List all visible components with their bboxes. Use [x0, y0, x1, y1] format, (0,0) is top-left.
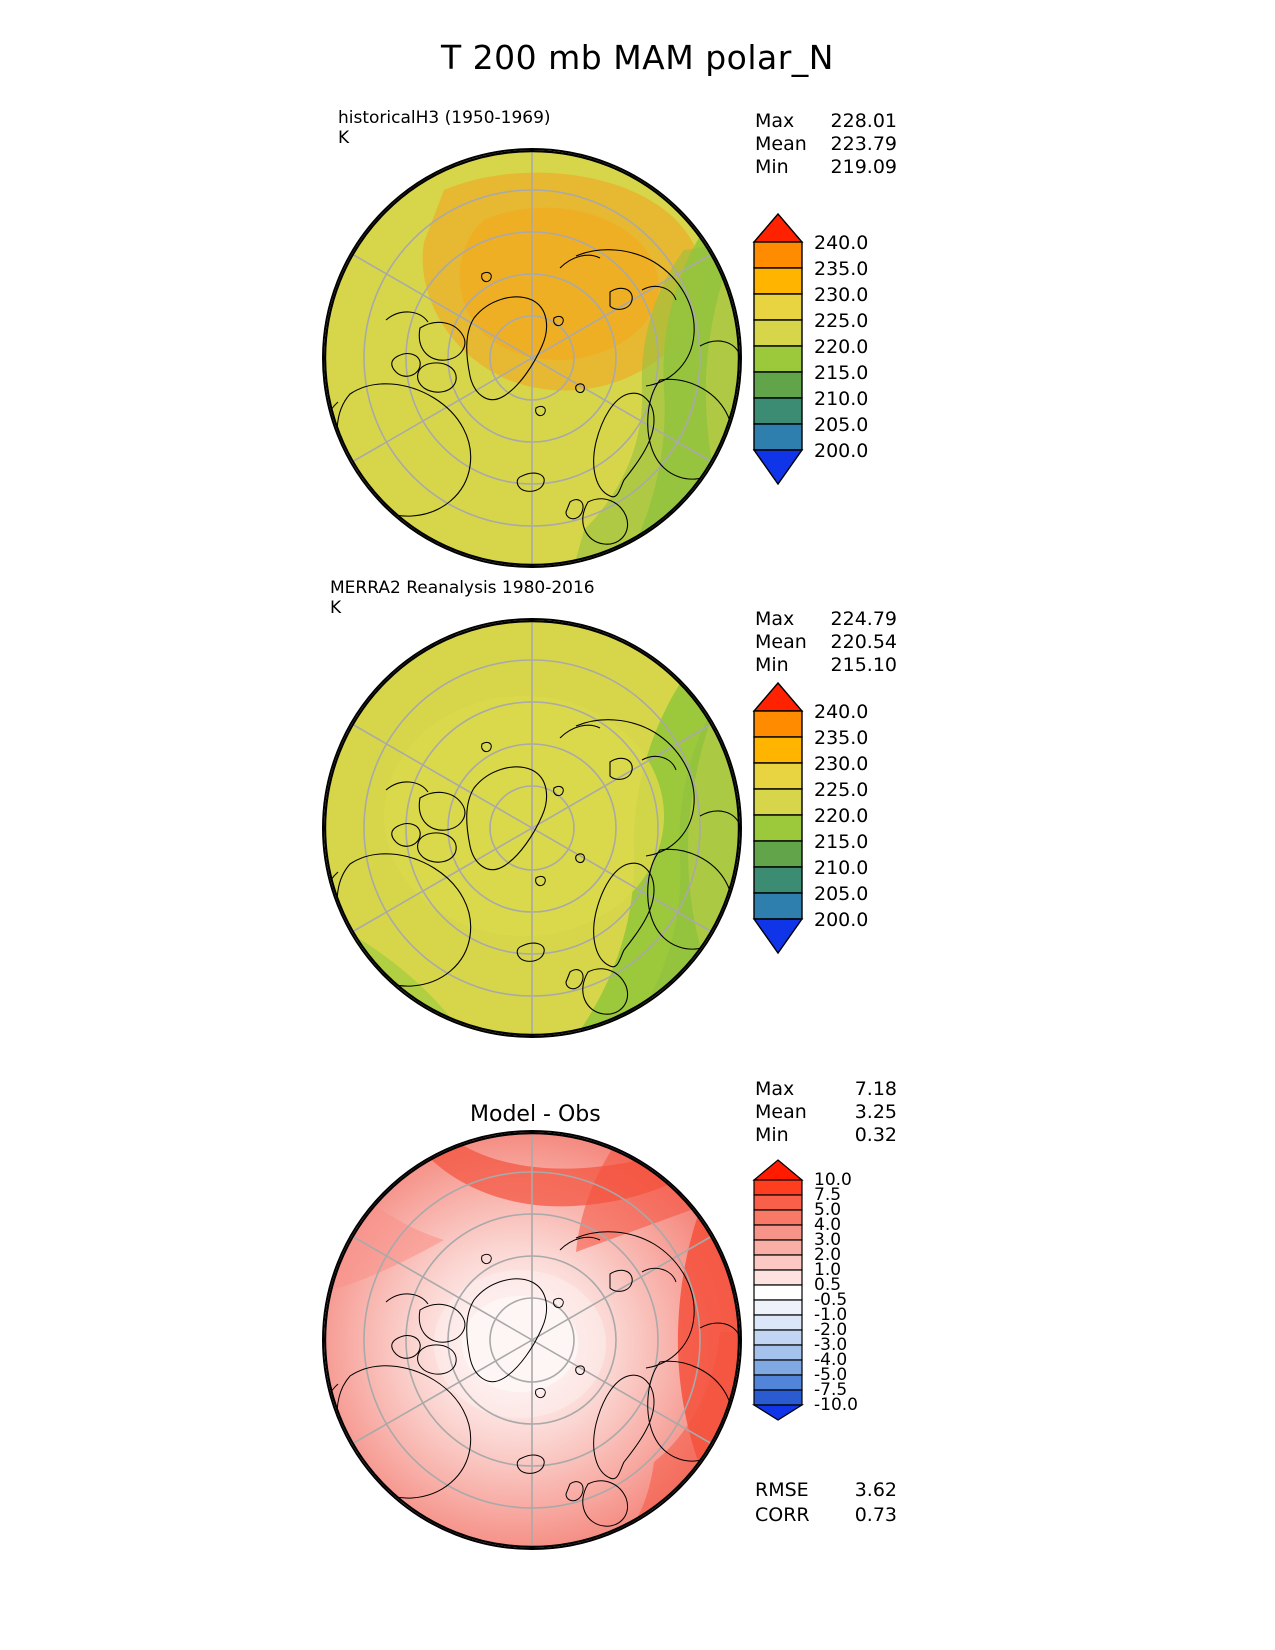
map-obs-svg	[324, 620, 740, 1036]
colorbar-model	[750, 212, 930, 492]
colorbar-model-bar	[750, 212, 806, 492]
colorbar-tick: 0.5	[814, 1275, 842, 1295]
colorbar-tick: -4.0	[814, 1350, 848, 1370]
stat-row: Min 0.32	[755, 1124, 897, 1146]
stat-row: Min 215.10	[755, 654, 897, 676]
colorbar-tick: 215.0	[814, 831, 869, 853]
colorbar-tick: -3.0	[814, 1335, 848, 1355]
colorbar-diff	[750, 1158, 930, 1438]
colorbar-tick: -2.0	[814, 1320, 848, 1340]
colorbar-tick: 200.0	[814, 909, 869, 931]
panel-1-stats	[755, 110, 897, 179]
map-model-svg	[324, 150, 740, 566]
colorbar-tick: 240.0	[814, 701, 869, 723]
map-diff	[322, 1130, 742, 1550]
page-title: T 200 mb MAM polar_N	[441, 38, 834, 77]
colorbar-tick: 7.5	[814, 1185, 842, 1205]
colorbar-diff-ticks	[808, 1158, 928, 1428]
map-model	[322, 148, 742, 568]
colorbar-obs	[750, 681, 930, 961]
stat-row: Max 228.01	[755, 110, 897, 132]
panel-1-units: K	[338, 128, 350, 148]
panel-2-units: K	[330, 598, 342, 618]
colorbar-tick: 10.0	[814, 1170, 852, 1190]
colorbar-tick: 5.0	[814, 1200, 842, 1220]
colorbar-tick: 230.0	[814, 753, 869, 775]
colorbar-tick: 210.0	[814, 388, 869, 410]
colorbar-tick: 215.0	[814, 362, 869, 384]
colorbar-tick: 220.0	[814, 336, 869, 358]
colorbar-tick: -1.0	[814, 1305, 848, 1325]
map-obs	[322, 618, 742, 1038]
colorbar-model-ticks	[808, 212, 928, 492]
colorbar-tick: 230.0	[814, 284, 869, 306]
panel-2-label: MERRA2 Reanalysis 1980-2016	[330, 578, 595, 598]
colorbar-tick: 225.0	[814, 779, 869, 801]
panel-3-stats	[755, 1078, 897, 1147]
colorbar-obs-bar	[750, 681, 806, 961]
panel-3-label: Model - Obs	[470, 1102, 601, 1127]
colorbar-tick: 240.0	[814, 232, 869, 254]
colorbar-obs-ticks	[808, 681, 928, 961]
colorbar-tick: 2.0	[814, 1245, 842, 1265]
stat-row: Max 7.18	[755, 1078, 897, 1100]
stat-row: CORR 0.73	[755, 1504, 897, 1526]
colorbar-tick: -0.5	[814, 1290, 848, 1310]
colorbar-diff-bar	[750, 1158, 806, 1422]
panel-2-stats	[755, 608, 897, 677]
stat-row: Min 219.09	[755, 156, 897, 178]
colorbar-tick: 1.0	[814, 1260, 842, 1280]
colorbar-tick: 235.0	[814, 258, 869, 280]
stat-row: Mean 220.54	[755, 631, 897, 653]
colorbar-tick: 205.0	[814, 883, 869, 905]
colorbar-tick: -7.5	[814, 1380, 848, 1400]
colorbar-tick: 235.0	[814, 727, 869, 749]
colorbar-tick: 220.0	[814, 805, 869, 827]
colorbar-tick: -10.0	[814, 1395, 858, 1415]
stat-row: RMSE 3.62	[755, 1479, 897, 1501]
colorbar-tick: -5.0	[814, 1365, 848, 1385]
colorbar-tick: 3.0	[814, 1230, 842, 1250]
map-diff-svg	[324, 1132, 740, 1548]
colorbar-tick: 225.0	[814, 310, 869, 332]
colorbar-tick: 205.0	[814, 414, 869, 436]
colorbar-tick: 210.0	[814, 857, 869, 879]
panel-3-footer-stats	[755, 1478, 897, 1528]
stat-row: Mean 223.79	[755, 133, 897, 155]
colorbar-tick: 4.0	[814, 1215, 842, 1235]
panel-1-label: historicalH3 (1950-1969)	[338, 108, 551, 128]
stat-row: Max 224.79	[755, 608, 897, 630]
stat-row: Mean 3.25	[755, 1101, 897, 1123]
colorbar-tick: 200.0	[814, 440, 869, 462]
